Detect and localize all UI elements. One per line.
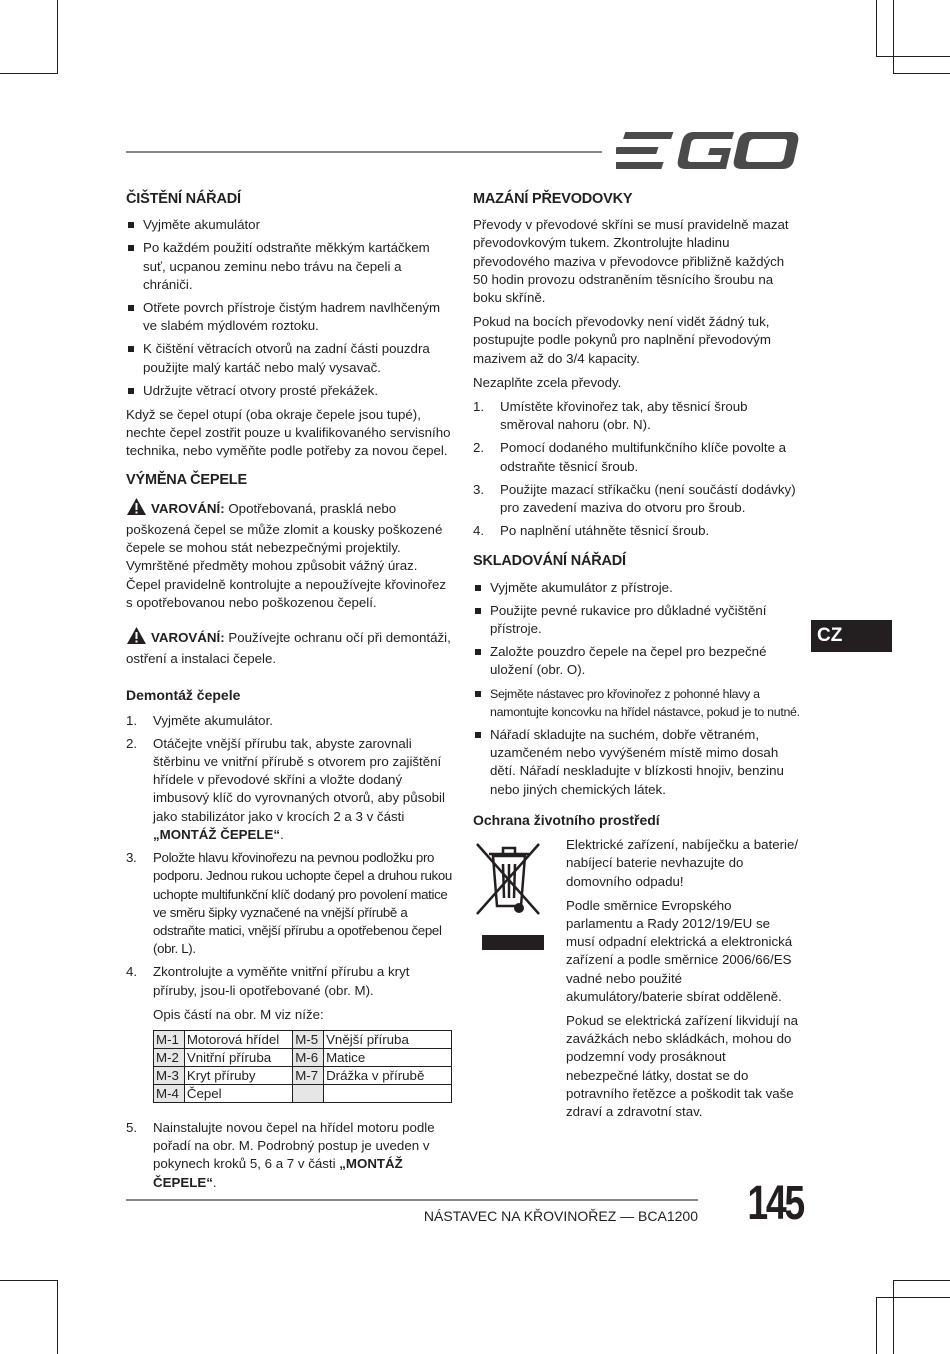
list-item: 3. Použijte mazací stříkačku (není součástí dodávky) pro zavedení maziva do otvoru pro šroub.: [473, 481, 796, 516]
bullet-icon: [128, 388, 134, 394]
list-item: Založte pouzdro čepele na čepel pro bezpečné uložení (obr. O).: [473, 643, 801, 679]
list-item: 2. Otáčejte vnější přírubu tak, abyste zarovnali štěrbinu ve vnitřní přírubě s otvorem pro zajištění hřídele v převodové skříni a vložte dodaný imbusový klíč do vyrovnaných otvorů, aby působil jako stabilizátor jako v krocích 2 a 3 v části „MONTÁŽ ČEPELE“.: [126, 735, 445, 842]
lubrication-steps: [473, 398, 801, 540]
removal-steps: [126, 712, 452, 1000]
blade-replace-heading: VÝMĚNA ČEPELE: [126, 471, 247, 488]
storage-list: [473, 579, 801, 799]
bullet-icon: [475, 732, 481, 738]
environment-heading: Ochrana životního prostředí: [473, 811, 660, 828]
crop-mark: [876, 1297, 950, 1298]
left-column: [126, 190, 452, 1198]
environment-block: [473, 836, 801, 1121]
storage-heading: SKLADOVÁNÍ NÁŘADÍ: [473, 553, 626, 570]
warning-triangle-icon: [126, 626, 147, 650]
list-item: Po každém použití odstraňte měkkým kartáčkem suť, ucpanou zeminu nebo trávu na čepeli a chrániči.: [126, 239, 452, 294]
table-row: M-1 Motorová hřídel M-5 Vnější příruba: [154, 1030, 452, 1048]
warning-text: Používejte ochranu očí při demontáži, ostření a instalaci čepele.: [126, 630, 451, 667]
cleaning-list: [126, 216, 452, 400]
list-item: 4. Zkontrolujte a vyměňte vnitřní přírubu a kryt příruby, jsou-li opotřebované (obr. M).: [126, 964, 410, 998]
list-item: 5. Nainstalujte novou čepel na hřídel motoru podle pořadí na obr. M. Podrobný postup je uveden v pokynech kroků 5, 6 a 7 v části „MONTÁŽ ČEPELE“.: [126, 1119, 435, 1190]
crop-mark: [57, 1280, 58, 1354]
crop-mark: [0, 1280, 58, 1281]
right-column: [473, 190, 801, 1127]
list-item: Vyjměte akumulátor z přístroje.: [473, 579, 801, 597]
list-item: K čištění větracích otvorů na zadní části pouzdra použijte malý kartáč nebo malý vysavač.: [126, 340, 452, 376]
table-row: M-2 Vnitřní příruba M-6 Matice: [154, 1048, 452, 1066]
crop-mark: [893, 1280, 894, 1354]
list-item: Nářadí skladujte na suchém, dobře větraném, uzamčeném nebo vyvýšeném místě mimo dosah dětí. Nářadí neskladujte v blízkosti hnojiv, benzinu nebo jiných chemických látek.: [473, 726, 801, 799]
environment-text: Elektrické zařízení, nabíječku a baterie/ nabíjecí baterie nevhazujte do domovního odpadu! Podle směrnice Evropského parlamentu a Rady 2012/19/EU se musí odpadní elektrická a elektronická zařízení a podle směrnice 2006/66/ES vadné nebo použité akumulátory/baterie sbírat odděleně. Pokud se elektrická zařízení likvidují na zavážkách nebo skládkách, mohou do podzemní vody prosáknout nebezpečné látky, dostat se do potravního řetězce a poškodit tak vaše zdraví a zdravotní stav.: [566, 837, 799, 1119]
bullet-icon: [475, 691, 481, 697]
weee-crossed-bin-icon: [473, 836, 547, 956]
list-item: Vyjměte akumulátor: [126, 216, 452, 234]
footer-rule: [126, 1199, 698, 1201]
removal-heading: Demontáž čepele: [126, 687, 241, 704]
list-item: Použijte pevné rukavice pro důkladné vyčištění přístroje.: [473, 602, 801, 638]
lubrication-paragraph: Nezaplňte zcela převody.: [473, 374, 622, 390]
table-row: M-3 Kryt příruby M-7 Drážka v přírubě: [154, 1066, 452, 1084]
cleaning-paragraph: Když se čepel otupí (oba okraje čepele jsou tupé), nechte čepel zostřit pouze u kvalifikovaného servisního technika, nebo vyměňte podle potřeby za novou čepel.: [126, 407, 451, 459]
lubrication-heading: MAZÁNÍ PŘEVODOVKY: [473, 191, 633, 207]
bullet-icon: [128, 346, 134, 352]
list-item: 1. Umístěte křovinořez tak, aby těsnicí šroub směroval nahoru (obr. N).: [473, 399, 748, 433]
warning-label: VAROVÁNÍ:: [151, 500, 225, 516]
list-item: Sejměte nástavec pro křovinořez z pohonné hlavy a namontujte koncovku na hřídel nástavce, pokud je to nutné.: [473, 685, 801, 721]
list-item: 4. Po naplnění utáhněte těsnicí šroub.: [473, 523, 710, 539]
crop-mark: [893, 1280, 950, 1281]
page-number: 145: [747, 1177, 803, 1230]
bullet-icon: [475, 585, 481, 591]
language-tab: CZ: [811, 620, 892, 652]
crop-mark: [893, 73, 950, 74]
parts-intro: Opis částí na obr. M viz níže:: [153, 1006, 324, 1022]
list-item: 1. Vyjměte akumulátor.: [126, 712, 273, 728]
removal-steps-continued: [126, 1119, 452, 1192]
footer-title: NÁSTAVEC NA KŘOVINOŘEZ — BCA1200: [423, 1208, 698, 1224]
warning-block: [126, 626, 452, 668]
lubrication-paragraph: Převody v převodové skříni se musí pravidelně mazat převodovkovým tukem. Zkontrolujte hladinu převodového maziva v převodovce přibližně každých 50 hodin provozu odstraněním těsnícího šroubu na boku skříně.: [473, 217, 789, 306]
crop-mark: [876, 56, 950, 57]
header-rule: [126, 151, 602, 153]
lubrication-paragraph: Pokud na bocích převodovky není vidět žádný tuk, postupujte podle pokynů pro naplnění převodovým mazivem až do 3/4 kapacity.: [473, 314, 771, 366]
list-item: 3. Položte hlavu křovinořezu na pevnou podložku pro podporu. Jednou rukou uchopte čepel a druhou rukou uchopte multifunkční klíč dodaný pro povolení matice ve směru šipky vyznačené na vnější přírubě a odstraňte matici, vnější přírubu a opotřebenou čepel (obr. L).: [126, 850, 452, 957]
crop-mark: [0, 73, 58, 74]
warning-text: Opotřebovaná, prasklá nebo poškozená čepel se může zlomit a kousky poškozené čepele se mohou stát nebezpečnými projektily. Vymrštěné předměty mohou způsobit vážný úraz. Čepel pravidelně kontrolujte a nepoužívejte křovinořez s opotřebovanou nebo poškozenou čepelí.: [126, 500, 447, 610]
bullet-icon: [475, 608, 481, 614]
bullet-icon: [128, 222, 134, 228]
crop-mark: [876, 1297, 877, 1354]
list-item: Otřete povrch přístroje čistým hadrem navlhčeným ve slabém mýdlovém roztoku.: [126, 299, 452, 335]
list-item: 2. Pomocí dodaného multifunkčního klíče povolte a odstraňte těsnicí šroub.: [473, 440, 787, 474]
parts-table: [153, 1030, 452, 1103]
crop-mark: [876, 0, 877, 57]
crop-mark: [57, 0, 58, 74]
bullet-icon: [128, 305, 134, 311]
warning-triangle-icon: [126, 497, 147, 521]
bullet-icon: [475, 649, 481, 655]
list-item: Udržujte větrací otvory prosté překážek.: [126, 382, 452, 400]
bullet-icon: [128, 245, 134, 251]
table-row: M-4 Čepel: [154, 1084, 452, 1102]
crop-mark: [893, 0, 894, 74]
ego-logo: [616, 130, 800, 177]
warning-block: [126, 497, 452, 612]
warning-label: VAROVÁNÍ:: [151, 630, 225, 646]
cleaning-heading: ČIŠTĚNÍ NÁŘADÍ: [126, 191, 241, 207]
